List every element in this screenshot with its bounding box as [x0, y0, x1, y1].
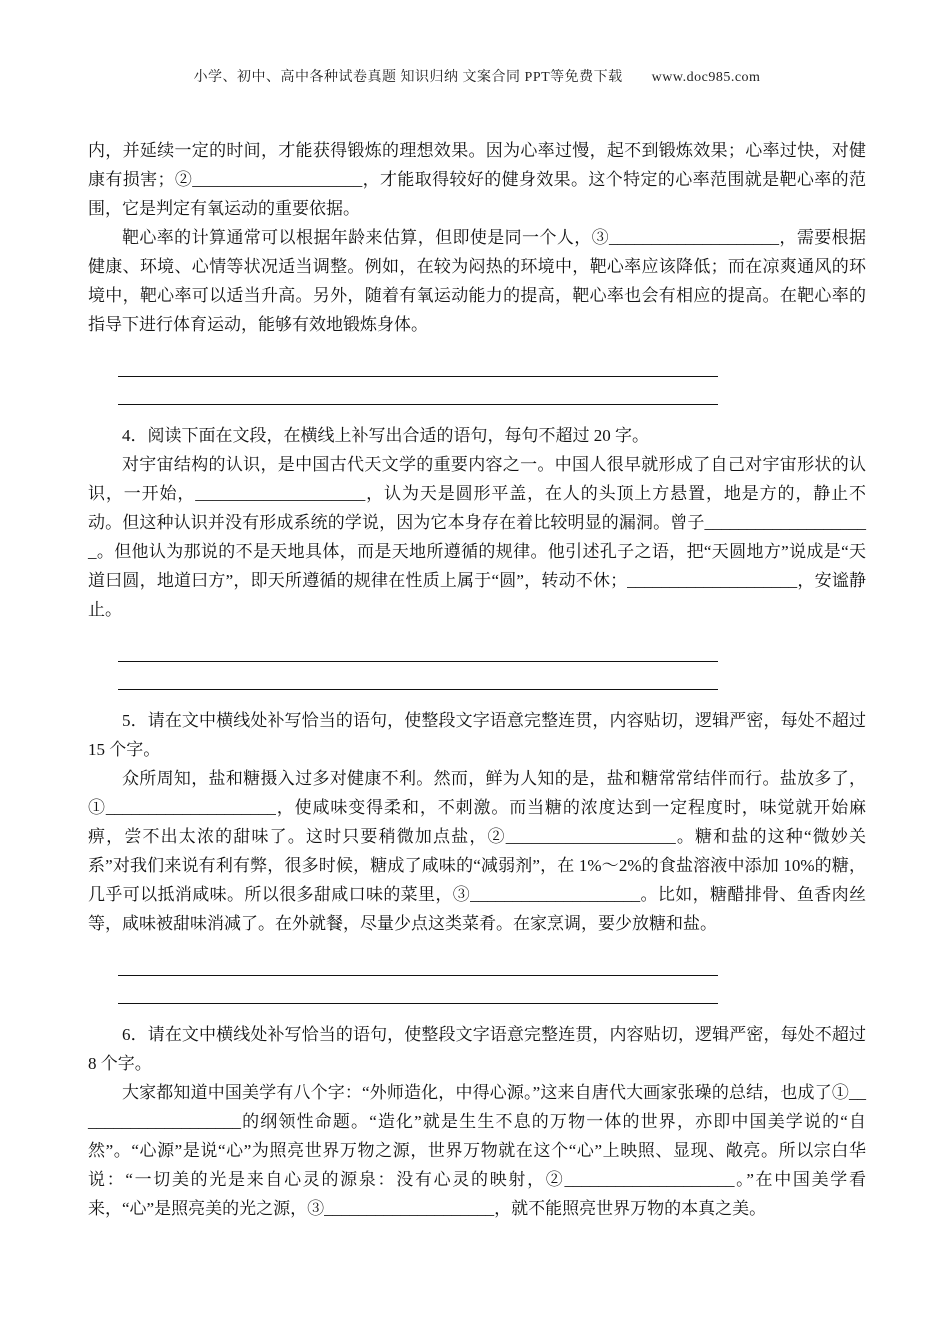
header-text: 小学、初中、高中各种试卷真题 知识归纳 文案合同 PPT等免费下载 www.doc985.com — [193, 70, 761, 85]
paragraph-target-heart-rate-calculation: 靶心率的计算通常可以根据年龄来估算，但即使是同一个人，③____________________，需要根据健康、环境、心情等状况适当调整。例如，在较为闷热的环境中，靶心率应该降低；而在凉爽通风的环境中，靶心率可以适当升高。另外，随着有氧运动能力的提高，靶心率也会有相应的提高。在靶心率的指导下进行体育运动，能够有效地锻炼身体。 — [88, 228, 866, 334]
question-4-passage: 对宇宙结构的认识，是中国古代天文学的重要内容之一。中国人很早就形成了自己对宇宙形状的认识，一开始，____________________，认为天是圆形平盖，在人的头顶上方悬置，地是方的，静止不动。但这种认识并没有形成系统的学说，因为它本身存在着比较明显的漏洞。曾子____________________。但他认为那说的不是天地具体，而是天地所遵循的规律。他引述孔子之语，把“天圆地方”说成是“天道曰圆，地道曰方”，即天所遵循的规律在性质上属于“圆”，转动不休；____________________，安谧静止。 — [88, 455, 866, 619]
answer-line — [118, 662, 718, 690]
answer-line — [118, 377, 718, 405]
question-6-passage: 大家都知道中国美学有八个字：“外师造化，中得心源。”这来自唐代大画家张璪的总结，也成了①____________________的纲领性命题。“造化”就是生生不息的万物一体的世界，亦即中国美学说的“自然”。“心源”是说“心”为照亮世界万物之源，世界万物就在这个“心”上映照、显现、敞亮。所以宗白华说：“一切美的光是来自心灵的源泉：没有心灵的映射，②____________________。”在中国美学看来，“心”是照亮美的光之源，③____________________，就不能照亮世界万物的本真之美。 — [88, 1083, 866, 1218]
continuation-paragraph-target-heart-rate: 内，并延续一定的时间，才能获得锻炼的理想效果。因为心率过慢，起不到锻炼效果；心率过快，对健康有损害；②____________________，才能取得较好的健身效果。这个特定的心率范围就是靶心率的范围，它是判定有氧运动的重要依据。 — [88, 141, 866, 218]
question-4-prompt: 4．阅读下面在文段，在横线上补写出合适的语句，每句不超过 20 字。 — [122, 426, 649, 445]
answer-line — [118, 948, 718, 976]
question-5-passage: 众所周知，盐和糖摄入过多对健康不利。然而，鲜为人知的是，盐和糖常常结伴而行。盐放多了，①____________________，使咸味变得柔和，不刺激。而当糖的浓度达到一定程度时，味觉就开始麻痹，尝不出太浓的甜味了。这时只要稍微加点盐，②____________________。糖和盐的这种“微妙关系”对我们来说有利有弊，很多时候，糖成了咸味的“减弱剂”，在 1%～2%的食盐溶液中添加 10%的糖，几乎可以抵消咸味。所以很多甜咸口味的菜里，③____________________。比如，糖醋排骨、鱼香肉丝等，咸味被甜味消减了。在外就餐，尽量少点这类菜肴。在家烹调，要少放糖和盐。 — [88, 769, 866, 933]
answer-line — [118, 349, 718, 377]
answer-line — [118, 634, 718, 662]
site-header — [88, 66, 866, 86]
answer-line — [118, 976, 718, 1004]
document-content — [88, 136, 866, 1223]
question-6-prompt: 6．请在文中横线处补写恰当的语句，使整段文字语意完整连贯，内容贴切，逻辑严密，每处不超过 8 个字。 — [88, 1025, 866, 1073]
question-5-prompt: 5．请在文中横线处补写恰当的语句，使整段文字语意完整连贯，内容贴切，逻辑严密，每处不超过 15 个字。 — [88, 711, 866, 759]
